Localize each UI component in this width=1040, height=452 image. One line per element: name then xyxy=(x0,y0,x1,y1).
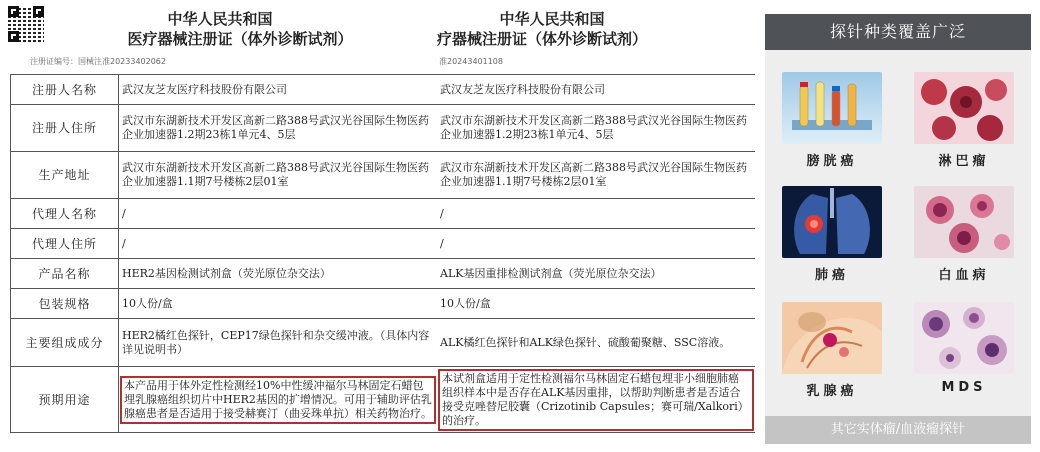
certificate-title: 医疗器械注册证（体外诊断试剂） xyxy=(127,30,353,48)
certificate-number: 准20243401108 xyxy=(439,57,503,66)
registrant-name: 武汉友芝友医疗科技股份有限公司 xyxy=(437,75,755,105)
registrant-address: 武汉市东湖新技术开发区高新二路388号武汉光谷国际生物医药企业加速器1.2期23栋1单元4、5层 xyxy=(119,105,438,152)
production-address: 武汉市东湖新技术开发区高新二路388号武汉光谷国际生物医药企业加速器1.1期7号楼栋2层01室 xyxy=(119,152,438,199)
row-label: 预期用途 xyxy=(11,367,119,433)
row-label: 注册人名称 xyxy=(11,75,119,105)
product-name: ALK基因重排检测试剂盒（荧光原位杂交法） xyxy=(437,259,755,289)
row-label: 生产地址 xyxy=(11,152,119,199)
package-spec: 10人份/盒 xyxy=(119,289,438,319)
agent-name: / xyxy=(119,199,438,229)
row-label: 代理人名称 xyxy=(11,199,119,229)
production-address: 武汉市东湖新技术开发区高新二路388号武汉光谷国际生物医药企业加速器1.1期7号楼栋2层01室 xyxy=(437,152,755,199)
disease-card-lymphoma xyxy=(909,72,1019,169)
certificate-country-title: 中华人民共和国 xyxy=(499,10,605,28)
intended-use-highlight: 本产品用于体外定性检测经10%中性缓冲福尔马林固定石蜡包埋乳腺癌组织切片中HER2基因的扩增情况。可用于辅助评估乳腺癌患者是否适用于接受赫赛汀（曲妥珠单抗）相关药物治疗。 xyxy=(120,376,436,424)
main-components: HER2橘红色探针，CEP17绿色探针和杂交缓冲液。（具体内容详见说明书） xyxy=(119,319,438,367)
registration-certificate-alk xyxy=(437,0,755,452)
lung-cancer-image xyxy=(782,186,882,258)
disease-card-mds xyxy=(909,302,1019,395)
disease-card-breast xyxy=(777,302,887,399)
disease-name: 白血病 xyxy=(938,268,990,283)
row-label: 代理人住所 xyxy=(11,229,119,259)
disease-name: 乳腺癌 xyxy=(806,384,858,399)
registrant-name: 武汉友芝友医疗科技股份有限公司 xyxy=(119,75,438,105)
row-label: 主要组成成分 xyxy=(11,319,119,367)
intended-use-highlight: 本试剂盒适用于定性检测福尔马林固定石蜡包埋非小细胞肺癌组织样本中是否存在ALK基因重排，以帮助判断患者是否适合接受克唑替尼胶囊（Crizotinib Capsules；赛可瑞/Xalkori）的治疗。 xyxy=(438,369,754,431)
certificate-table xyxy=(10,74,437,433)
row-label: 注册人住所 xyxy=(11,105,119,152)
disease-name: 肺癌 xyxy=(814,268,849,283)
disease-card-lung xyxy=(777,186,887,283)
qr-code-icon xyxy=(8,6,44,42)
agent-address: / xyxy=(437,229,755,259)
disease-name: 淋巴瘤 xyxy=(938,154,990,169)
certificate-country-title: 中华人民共和国 xyxy=(167,10,273,28)
certificate-number: 注册证编号：国械注准20233402062 xyxy=(30,57,166,66)
disease-card-bladder xyxy=(777,72,887,169)
panel-title: 探针种类覆盖广泛 xyxy=(765,14,1031,50)
agent-address: / xyxy=(119,229,438,259)
probe-coverage-panel xyxy=(765,14,1031,444)
lymphoma-image xyxy=(914,72,1014,144)
disease-name: 膀胱癌 xyxy=(806,154,858,169)
certificate-table xyxy=(437,74,755,433)
leukemia-image xyxy=(914,186,1014,258)
row-label: 产品名称 xyxy=(11,259,119,289)
registration-certificate-her2 xyxy=(0,0,437,452)
panel-footer: 其它实体瘤/血液瘤探针 xyxy=(765,416,1031,444)
disease-name: MDS xyxy=(941,380,987,395)
certificate-title: 疗器械注册证（体外诊断试剂） xyxy=(437,30,648,48)
breast-cancer-image xyxy=(782,302,882,374)
main-components: ALK橘红色探针和ALK绿色探针、硫酸葡聚糖、SSC溶液。 xyxy=(437,319,755,367)
disease-card-leukemia xyxy=(909,186,1019,283)
package-spec: 10人份/盒 xyxy=(437,289,755,319)
registrant-address: 武汉市东湖新技术开发区高新二路388号武汉光谷国际生物医药企业加速器1.2期23栋1单元4、5层 xyxy=(437,105,755,152)
bladder-cancer-image xyxy=(782,72,882,144)
product-name: HER2基因检测试剂盒（荧光原位杂交法） xyxy=(119,259,438,289)
row-label: 包装规格 xyxy=(11,289,119,319)
mds-image xyxy=(914,302,1014,374)
agent-name: / xyxy=(437,199,755,229)
